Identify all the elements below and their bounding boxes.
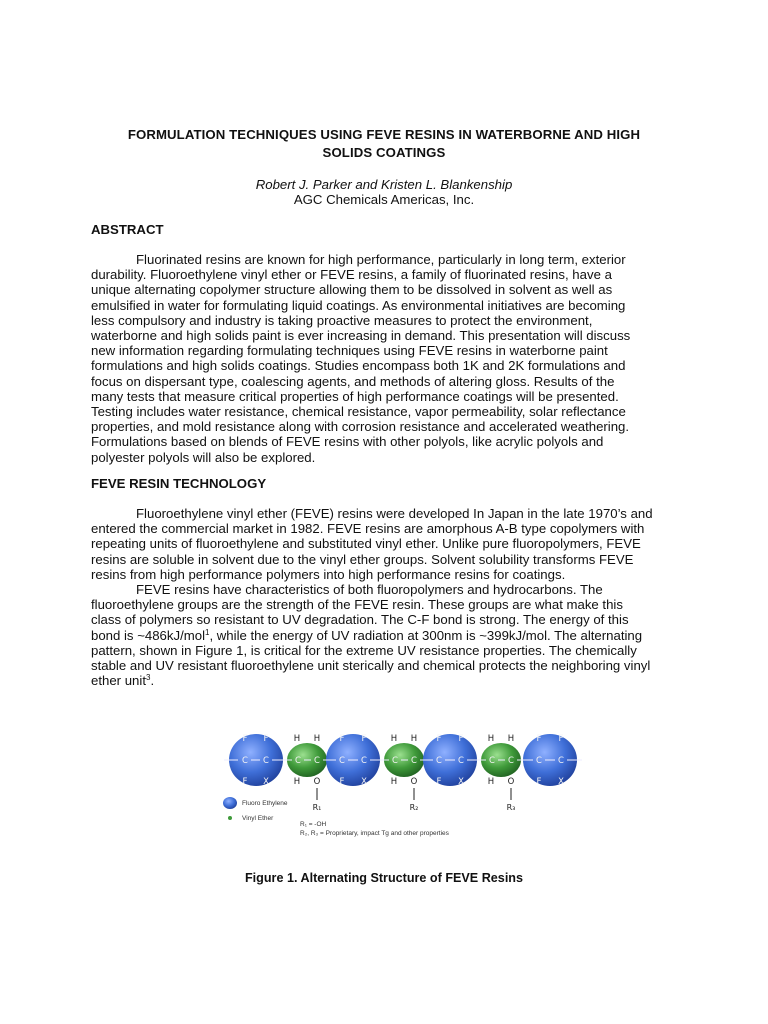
svg-text:C: C (314, 756, 320, 766)
svg-text:C: C (361, 756, 367, 766)
footnote-ref-3: 3 (146, 673, 151, 683)
affiliation: AGC Chemicals Americas, Inc. (293, 192, 475, 207)
svg-text:C: C (558, 756, 564, 766)
text-line: new information regarding formulating techniques using FEVE resins in waterborne paint (91, 343, 608, 359)
svg-text:F: F (536, 777, 542, 787)
technology-paragraph-1 (91, 506, 687, 582)
text-line: polyester polyols will also be explored. (91, 449, 316, 465)
svg-text:O: O (507, 777, 515, 787)
svg-text:F: F (536, 734, 542, 744)
legend-fluoro-ethylene: Fluoro Ethylene (242, 800, 288, 807)
svg-text:X: X (263, 777, 269, 787)
svg-text:H: H (507, 734, 515, 744)
text-line: waterborne and high solids paint is ever increasing in demand. This presentation will discuss (91, 328, 631, 344)
svg-text:H: H (487, 734, 495, 744)
figure-legend (223, 797, 288, 822)
text-line: emulsified in water for formulating liquid coatings. As environmental initiatives are becoming (91, 297, 626, 313)
svg-text:C: C (392, 756, 398, 766)
svg-text:C: C (411, 756, 417, 766)
authors: Robert J. Parker and Kristen L. Blankenship (255, 177, 513, 192)
text-line: resins are soluble in solvent due to the vinyl ether groups. Solvent solubility transforms FEVE (91, 551, 634, 567)
text-line: Formulations based on blends of FEVE resins with other polyols, like acrylic polyols and (91, 434, 604, 450)
text-line: properties, and mold resistance along with corrosion resistance and accelerated weathering. (91, 419, 630, 435)
svg-text:F: F (339, 734, 345, 744)
text-line: unique alternating copolymer structure allowing them to be dissolved in solvent as well as (91, 282, 613, 298)
svg-text:F: F (436, 777, 442, 787)
title-line-2: SOLIDS COATINGS (322, 145, 446, 160)
svg-text:C: C (458, 756, 464, 766)
svg-text:O: O (313, 777, 321, 787)
text-line: Fluoroethylene vinyl ether (FEVE) resins were developed In Japan in the late 1970’s and (136, 506, 653, 521)
vinyl-ether-swatch (228, 816, 232, 820)
svg-text:F: F (436, 734, 442, 744)
svg-text:X: X (558, 777, 564, 787)
svg-text:C: C (263, 756, 269, 766)
svg-text:F: F (242, 734, 248, 744)
abstract-paragraph (91, 252, 687, 465)
text-line: stable and UV resistant fluoroethylene unit sterically and chemical protects the neighboring vinyl (91, 658, 651, 674)
svg-text:X: X (458, 777, 464, 787)
text-line: entered the commercial market in 1982. FEVE resins are amorphous A-B type copolymers with (91, 521, 645, 537)
technology-paragraph-2 (91, 582, 687, 688)
text-line: durability. Fluoroethylene vinyl ether or FEVE resins, a family of fluorinated resins, have a (91, 267, 612, 283)
r2-label: R₂ (409, 803, 419, 812)
legend-vinyl-ether: Vinyl Ether (242, 815, 274, 822)
svg-text:H: H (293, 734, 301, 744)
svg-text:F: F (263, 734, 269, 744)
text-line: fluoroethylene groups are the strength of the FEVE resin. These groups are what make this (91, 597, 623, 613)
text-line: ether unit$^3$. (91, 673, 155, 689)
figure-caption: Figure 1. Alternating Structure of FEVE Resins (244, 871, 524, 885)
svg-text:F: F (361, 734, 367, 744)
svg-text:F: F (558, 734, 564, 744)
title-line-1: FORMULATION TECHNIQUES USING FEVE RESINS IN WATERBORNE AND HIGH (127, 127, 641, 142)
footnote-ref-1: 1 (205, 627, 210, 637)
svg-text:H: H (293, 777, 301, 787)
svg-text:H: H (487, 777, 495, 787)
svg-text:H: H (390, 777, 398, 787)
text-line: focus on dispersant type, coalescing agents, and methods of altering gloss. Results of the (91, 373, 615, 389)
text-line: less compulsory and industry is taking proactive measures to protect the environment, (91, 312, 593, 328)
technology-heading: FEVE RESIN TECHNOLOGY (91, 476, 267, 491)
abstract-heading: ABSTRACT (91, 222, 164, 237)
svg-text:C: C (508, 756, 514, 766)
side-chain-bonds (317, 788, 511, 800)
svg-text:X: X (361, 777, 367, 787)
text-line: Fluorinated resins are known for high performance, particularly in long term, exterior (136, 252, 626, 267)
svg-text:F: F (242, 777, 248, 787)
svg-text:C: C (436, 756, 442, 766)
text-line: formulations and high solids coatings. Studies encompass both 1K and 2K formulations and (91, 358, 626, 374)
text-line: resins from high performance polymers into high performance resins for coatings. (91, 566, 566, 582)
text-line: pattern, shown in Figure 1, is critical for the extreme UV resistance properties. The chemically (91, 642, 637, 658)
svg-text:F: F (458, 734, 464, 744)
r3-label: R₃ (506, 803, 516, 812)
figure-note-r2-r3: R₂, R₃ = Proprietary, impact Tg and other properties (300, 830, 449, 837)
r1-label: R₁ (312, 803, 322, 812)
svg-text:F: F (339, 777, 345, 787)
svg-text:C: C (536, 756, 542, 766)
figure-note-r1: R₁ = -OH (300, 821, 327, 828)
paper-title (80, 126, 688, 162)
text-line: Testing includes water resistance, chemical resistance, vapor permeability, solar reflectance (91, 404, 626, 420)
svg-text:H: H (390, 734, 398, 744)
svg-text:C: C (489, 756, 495, 766)
text-line: FEVE resins have characteristics of both fluoropolymers and hydrocarbons. The (136, 582, 603, 597)
text-line: repeating units of fluoroethylene and substituted vinyl ether. Unlike pure fluoropolymers, FEVE (91, 536, 641, 552)
text-line: class of polymers so resistant to UV degradation. The C-F bond is strong. The energy of this (91, 612, 629, 628)
text-line: bond is ~486kJ/mol$^1$, while the energy of UV radiation at 300nm is ~399kJ/mol. The alternating (91, 627, 643, 643)
svg-text:H: H (410, 734, 418, 744)
fluoro-ethylene-swatch (223, 797, 237, 809)
svg-text:O: O (410, 777, 418, 787)
svg-text:C: C (295, 756, 301, 766)
svg-text:H: H (313, 734, 321, 744)
text-line: many tests that measure critical properties of high performance coatings will be presented. (91, 388, 619, 404)
feve-structure-figure (218, 728, 590, 840)
svg-text:C: C (339, 756, 345, 766)
svg-text:C: C (242, 756, 248, 766)
